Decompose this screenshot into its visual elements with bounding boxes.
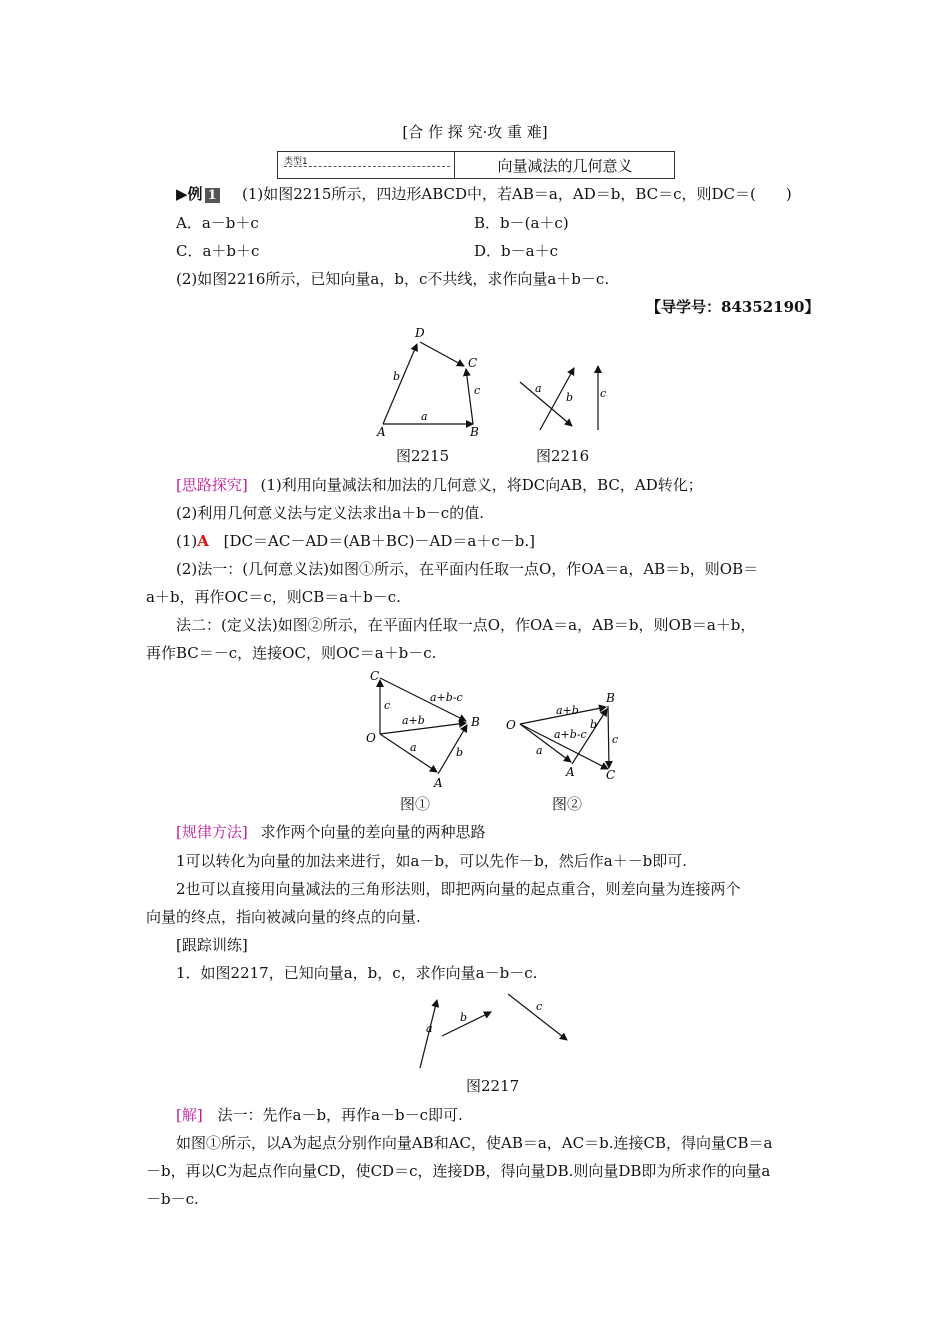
option-c: C．a＋b＋c: [176, 242, 260, 260]
answer-letter: A: [197, 532, 209, 550]
fig2216-label-a: a: [535, 382, 542, 395]
fig2215-label-a: a: [421, 410, 428, 423]
fig2217-label-a: a: [426, 1022, 433, 1035]
method-2-line-2: 再作BC＝－c，连接OC，则OC＝a＋b－c.: [146, 644, 437, 662]
vector-arrow: [420, 342, 464, 366]
fig2217-label-c: c: [536, 1000, 543, 1013]
answer-line-4: －b－c.: [146, 1190, 199, 1208]
fig2215-label-b: b: [393, 370, 401, 383]
fig1-label-C: C: [370, 669, 380, 683]
fig2-label-ab: a+b: [556, 704, 579, 717]
vector-arrow: [466, 369, 473, 424]
fig1-label-c: c: [384, 699, 391, 712]
fig2-label-b: b: [590, 718, 598, 731]
fig2-label-A: A: [566, 765, 575, 779]
caption-2215: 图2215: [396, 447, 450, 465]
banner-tag: 类型1: [284, 157, 308, 167]
caption-2216: 图2216: [536, 447, 590, 465]
answer-line-2: 如图①所示，以A为起点分别作向量AB和AC，使AB＝a，AC＝b.连接CB，得向量CB＝a: [176, 1134, 773, 1152]
answer-tag: [解]: [176, 1106, 203, 1124]
topic-banner: [277, 151, 675, 179]
section-header: [合 作 探 究·攻 重 难]: [402, 123, 548, 141]
fig1-label-A: A: [434, 776, 443, 790]
fig1-label-b: b: [456, 746, 464, 759]
method-1-line-1: (2)法一：(几何意义法)如图①所示，在平面内任取一点O，作OA＝a，AB＝b，则OB＝: [176, 560, 759, 578]
method-1-line-2: a＋b，再作OC＝c，则CB＝a＋b－c.: [146, 588, 401, 606]
method-2-line-1: 法二：(定义法)如图②所示，在平面内任取一点O，作OA＝a，AB＝b，则OB＝a＋b，: [176, 616, 756, 634]
practice-tag: [跟踪训练]: [176, 936, 248, 954]
rule-item-2b: 向量的终点，指向被减向量的终点的向量.: [146, 908, 421, 926]
example-label: [176, 184, 220, 204]
example-arrow-icon: ▶: [176, 185, 188, 203]
fig1-label-O: O: [366, 731, 376, 745]
example-word: 例: [187, 185, 203, 203]
figure-2217: [410, 988, 580, 1072]
caption-fig2: 图②: [552, 795, 583, 813]
fig2215-label-c: c: [474, 384, 481, 397]
fig2215-label-B: B: [470, 425, 479, 439]
fig1-label-ab: a+b: [402, 714, 425, 727]
fig2-label-abc: a+b-c: [554, 728, 587, 741]
example-question-2: (2)如图2216所示，已知向量a，b，c不共线，求作向量a＋b－c.: [176, 270, 610, 288]
guide-number: 【导学号：84352190】: [646, 298, 820, 316]
figure-2215-2216: [360, 322, 620, 442]
fig2-label-C: C: [606, 768, 616, 782]
fig2215-label-C: C: [468, 356, 478, 370]
fig2-label-B: B: [606, 691, 615, 705]
thinking-line-1: (1)利用向量减法和加法的几何意义，将DC向AB，BC，AD转化；: [260, 476, 703, 494]
fig2-label-O: O: [506, 718, 516, 732]
fig2216-label-b: b: [566, 391, 574, 404]
answer-line-3: －b，再以C为起点作向量CD，使CD＝c，连接DB，得向量DB.则向量DB即为所求作的向量a: [146, 1162, 771, 1180]
thinking-tag: [思路探究]: [176, 476, 248, 494]
caption-2217: 图2217: [466, 1077, 520, 1095]
fig2217-label-b: b: [460, 1011, 468, 1024]
rule-title: 求作两个向量的差向量的两种思路: [260, 823, 486, 841]
fig1-label-a: a: [410, 741, 417, 754]
rule-item-2a: 2也可以直接用向量减法的三角形法则，即把两向量的起点重合，则差向量为连接两个: [176, 880, 741, 898]
example-question-1: (1)如图2215所示，四边形ABCD中，若AB＝a，AD＝b，BC＝c，则DC＝( ): [242, 185, 792, 203]
fig1-label-abc: a+b-c: [430, 691, 463, 704]
answer-line-1: 法一：先作a－b，再作a－b－c即可.: [217, 1106, 463, 1124]
rule-item-1: 1可以转化为向量的加法来进行，如a－b，可以先作－b，然后作a＋－b即可.: [176, 852, 688, 870]
option-d: D．b－a＋c: [474, 242, 558, 260]
example-number: 1: [205, 188, 220, 203]
caption-fig1: 图①: [400, 795, 431, 813]
banner-title: 向量减法的几何意义: [497, 157, 633, 175]
fig2215-label-A: A: [377, 425, 386, 439]
vector-arrow: [383, 344, 417, 424]
option-b: B．b－(a＋c): [474, 214, 569, 232]
banner-dash-line: [284, 166, 450, 167]
rule-tag: [规律方法]: [176, 823, 248, 841]
fig2-label-a: a: [536, 744, 543, 757]
vector-arrow: [608, 706, 609, 768]
figure-1-2: [360, 666, 630, 792]
vector-arrow: [380, 734, 437, 772]
option-a: A．a－b＋c: [176, 214, 259, 232]
fig2216-label-c: c: [600, 387, 607, 400]
fig1-label-B: B: [471, 715, 480, 729]
thinking-line-2: (2)利用几何意义法与定义法求出a＋b－c的值.: [176, 504, 484, 522]
answer-text: [DC＝AC－AD＝(AB＋BC)－AD＝a＋c－b.]: [223, 532, 535, 550]
fig2-label-c: c: [612, 733, 619, 746]
answer-prefix: (1): [176, 532, 198, 550]
fig2215-label-D: D: [415, 326, 425, 340]
practice-question-1: 1．如图2217，已知向量a，b，c，求作向量a－b－c.: [176, 964, 538, 982]
